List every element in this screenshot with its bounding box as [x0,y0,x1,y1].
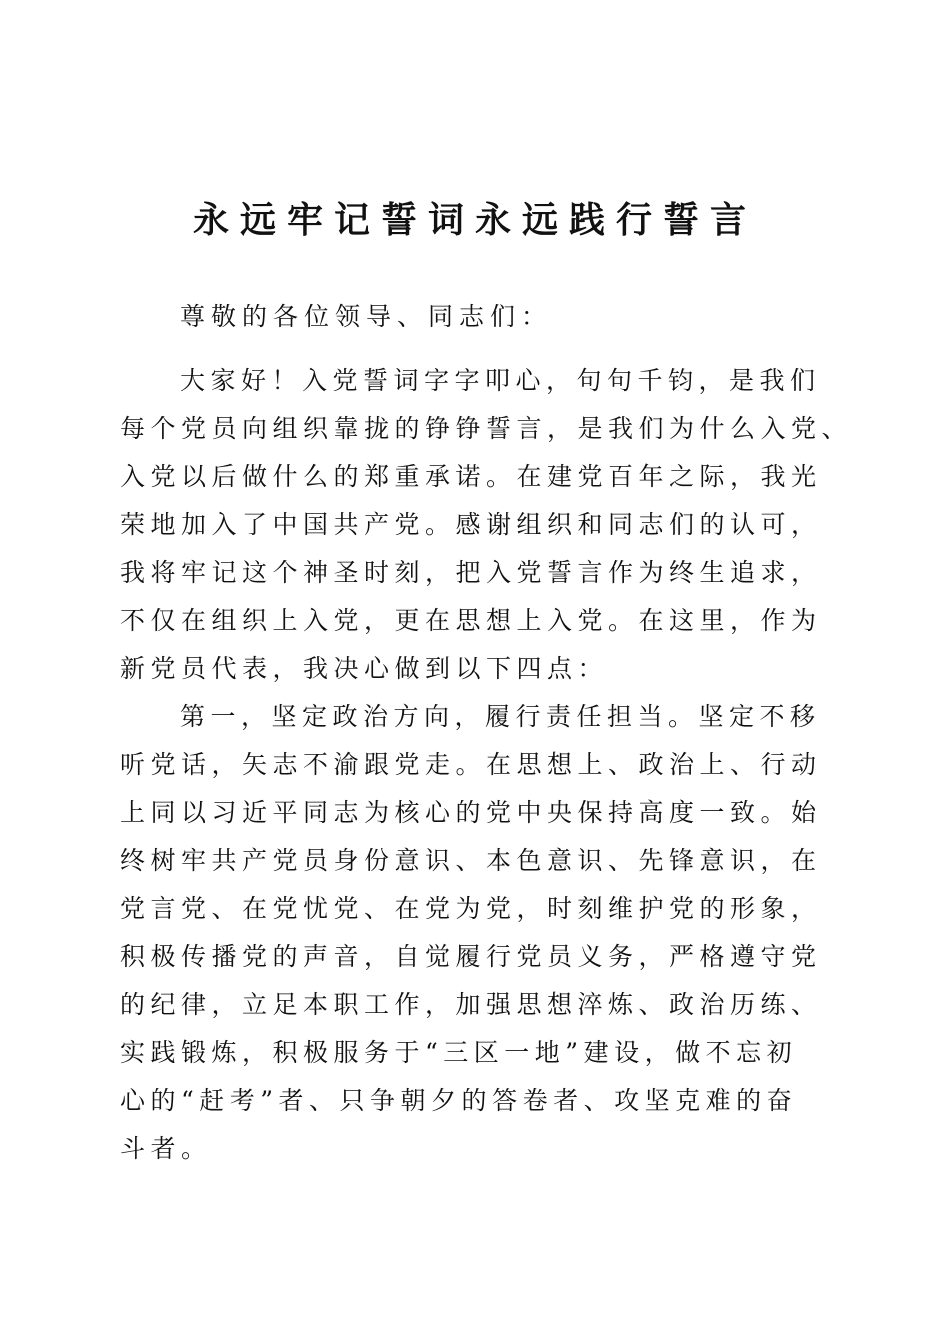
text-line: 第一，坚定政治方向，履行责任担当。坚定不移 [180,702,821,731]
text-line: 我将牢记这个神圣时刻，把入党誓言作为终生追求， [120,558,822,587]
text-line: 入党以后做什么的郑重承诺。在建党百年之际，我光 [120,462,822,491]
text-line: 听党话，矢志不渝跟党走。在思想上、政治上、行动 [120,750,822,779]
text-line: 实践锻炼，积极服务于“三区一地”建设，做不忘初 [120,1038,798,1067]
text-line: 荣地加入了中国共产党。感谢组织和同志们的认可， [120,510,822,539]
paragraph-greeting [120,357,853,693]
salutation: 尊敬的各位领导、同志们： [180,302,553,331]
text-line: 斗者。 [120,1134,212,1163]
text-line: 终树牢共产党员身份意识、本色意识、先锋意识，在 [120,846,822,875]
text-line: 上同以习近平同志为核心的党中央保持高度一致。始 [120,798,822,827]
text-line: 的纪律，立足本职工作，加强思想淬炼、政治历练、 [120,990,822,1019]
text-line: 党言党、在党忧党、在党为党，时刻维护党的形象， [120,894,822,923]
text-line: 不仅在组织上入党，更在思想上入党。在这里，作为 [120,606,822,635]
document-title: 永远牢记誓词永远践行誓言 [192,200,757,241]
text-line: 积极传播党的声音，自觉履行党员义务，严格遵守党 [120,942,822,971]
text-line: 大家好！入党誓词字字叩心，句句千钧，是我们 [180,366,821,395]
text-line: 新党员代表，我决心做到以下四点： [120,654,609,683]
paragraph-point-one [120,693,840,1173]
text-line: 心的“赶考”者、只争朝夕的答卷者、攻坚克难的奋 [120,1086,798,1115]
text-line: 每个党员向组织靠拢的铮铮誓言，是我们为什么入党、 [120,414,853,443]
